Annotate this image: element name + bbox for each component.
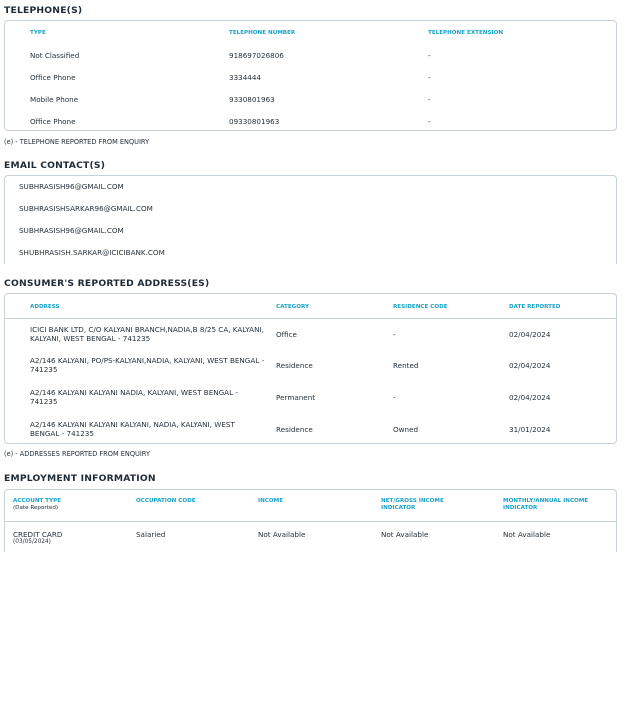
addresses-table [4, 293, 617, 444]
address-date-reported: 02/04/2024 [509, 361, 551, 370]
addresses-note: (e) - ADDRESSES REPORTED FROM ENQUIRY [4, 450, 150, 458]
list-item: SUBHRASISH96@GMAIL.COM [19, 182, 124, 191]
employment-header-net-gross: NET/GROSS INCOME INDICATOR [381, 498, 444, 511]
telephone-type: Not Classified [30, 51, 80, 60]
employment-account-type: CREDIT CARD (03/05/2024) [13, 530, 63, 546]
addresses-header-residence-code: RESIDENCE CODE [393, 304, 448, 310]
employment-header-monthly-annual: MONTHLY/ANNUAL INCOME INDICATOR [503, 498, 589, 511]
address-residence-code: - [393, 393, 396, 402]
telephones-note: (e) - TELEPHONE REPORTED FROM ENQUIRY [4, 138, 150, 146]
addresses-header-category: CATEGORY [276, 304, 310, 310]
addresses-header-date-reported: DATE REPORTED [509, 304, 561, 310]
telephone-extension: - [428, 117, 431, 126]
header-divider [5, 521, 616, 522]
telephones-title: TELEPHONE(S) [4, 5, 83, 16]
employment-income: Not Available [258, 530, 306, 539]
emails-list [4, 175, 617, 264]
address-category: Permanent [276, 393, 316, 402]
list-item: SHUBHRASISH.SARKAR@ICICIBANK.COM [19, 248, 165, 257]
address-text: A2/146 KALYANI KALYANI NADIA, KALYANI, WEST BENGAL - 741235 [30, 388, 238, 407]
address-text: A2/146 KALYANI, PO/PS-KALYANI,NADIA, KALYANI, WEST BENGAL - 741235 [30, 356, 265, 375]
address-date-reported: 31/01/2024 [509, 425, 551, 434]
telephones-header-extension: TELEPHONE EXTENSION [428, 30, 504, 36]
telephone-number: 3334444 [229, 73, 262, 82]
employment-table [4, 489, 617, 552]
employment-header-account-type: ACCOUNT TYPE (Date Reported) [13, 498, 62, 511]
address-category: Office [276, 330, 297, 339]
telephone-type: Office Phone [30, 73, 76, 82]
employment-net-gross: Not Available [381, 530, 429, 539]
telephones-header-number: TELEPHONE NUMBER [229, 30, 296, 36]
list-item: SUBHRASISH96@GMAIL.COM [19, 226, 124, 235]
employment-occupation-code: Salaried [136, 530, 166, 539]
telephone-number: 09330801963 [229, 117, 280, 126]
telephone-extension: - [428, 51, 431, 60]
address-category: Residence [276, 361, 313, 370]
address-residence-code: Owned [393, 425, 419, 434]
header-divider [5, 318, 616, 319]
employment-monthly-annual: Not Available [503, 530, 551, 539]
address-date-reported: 02/04/2024 [509, 330, 551, 339]
telephone-number: 9330801963 [229, 95, 275, 104]
telephone-extension: - [428, 73, 431, 82]
addresses-title: CONSUMER'S REPORTED ADDRESS(ES) [4, 278, 210, 289]
address-date-reported: 02/04/2024 [509, 393, 551, 402]
address-residence-code: Rented [393, 361, 419, 370]
telephone-extension: - [428, 95, 431, 104]
address-text: ICICI BANK LTD, C/O KALYANI BRANCH,NADIA,B 8/25 CA, KALYANI, KALYANI, WEST BENGAL - 741235 [30, 325, 264, 344]
emails-title: EMAIL CONTACT(S) [4, 160, 106, 171]
address-residence-code: - [393, 330, 396, 339]
telephone-number: 918697026806 [229, 51, 284, 60]
telephone-type: Mobile Phone [30, 95, 79, 104]
telephones-table [4, 20, 617, 131]
employment-title: EMPLOYMENT INFORMATION [4, 473, 156, 484]
addresses-header-address: ADDRESS [30, 304, 60, 310]
address-text: A2/146 KALYANI KALYANI KALYANI, NADIA, KALYANI, WEST BENGAL - 741235 [30, 420, 235, 439]
address-category: Residence [276, 425, 313, 434]
telephones-header-type: TYPE [30, 30, 46, 36]
list-item: SUBHRASISHSARKAR96@GMAIL.COM [19, 204, 153, 213]
employment-header-occupation-code: OCCUPATION CODE [136, 498, 196, 504]
employment-header-income: INCOME [258, 498, 284, 504]
telephone-type: Office Phone [30, 117, 76, 126]
